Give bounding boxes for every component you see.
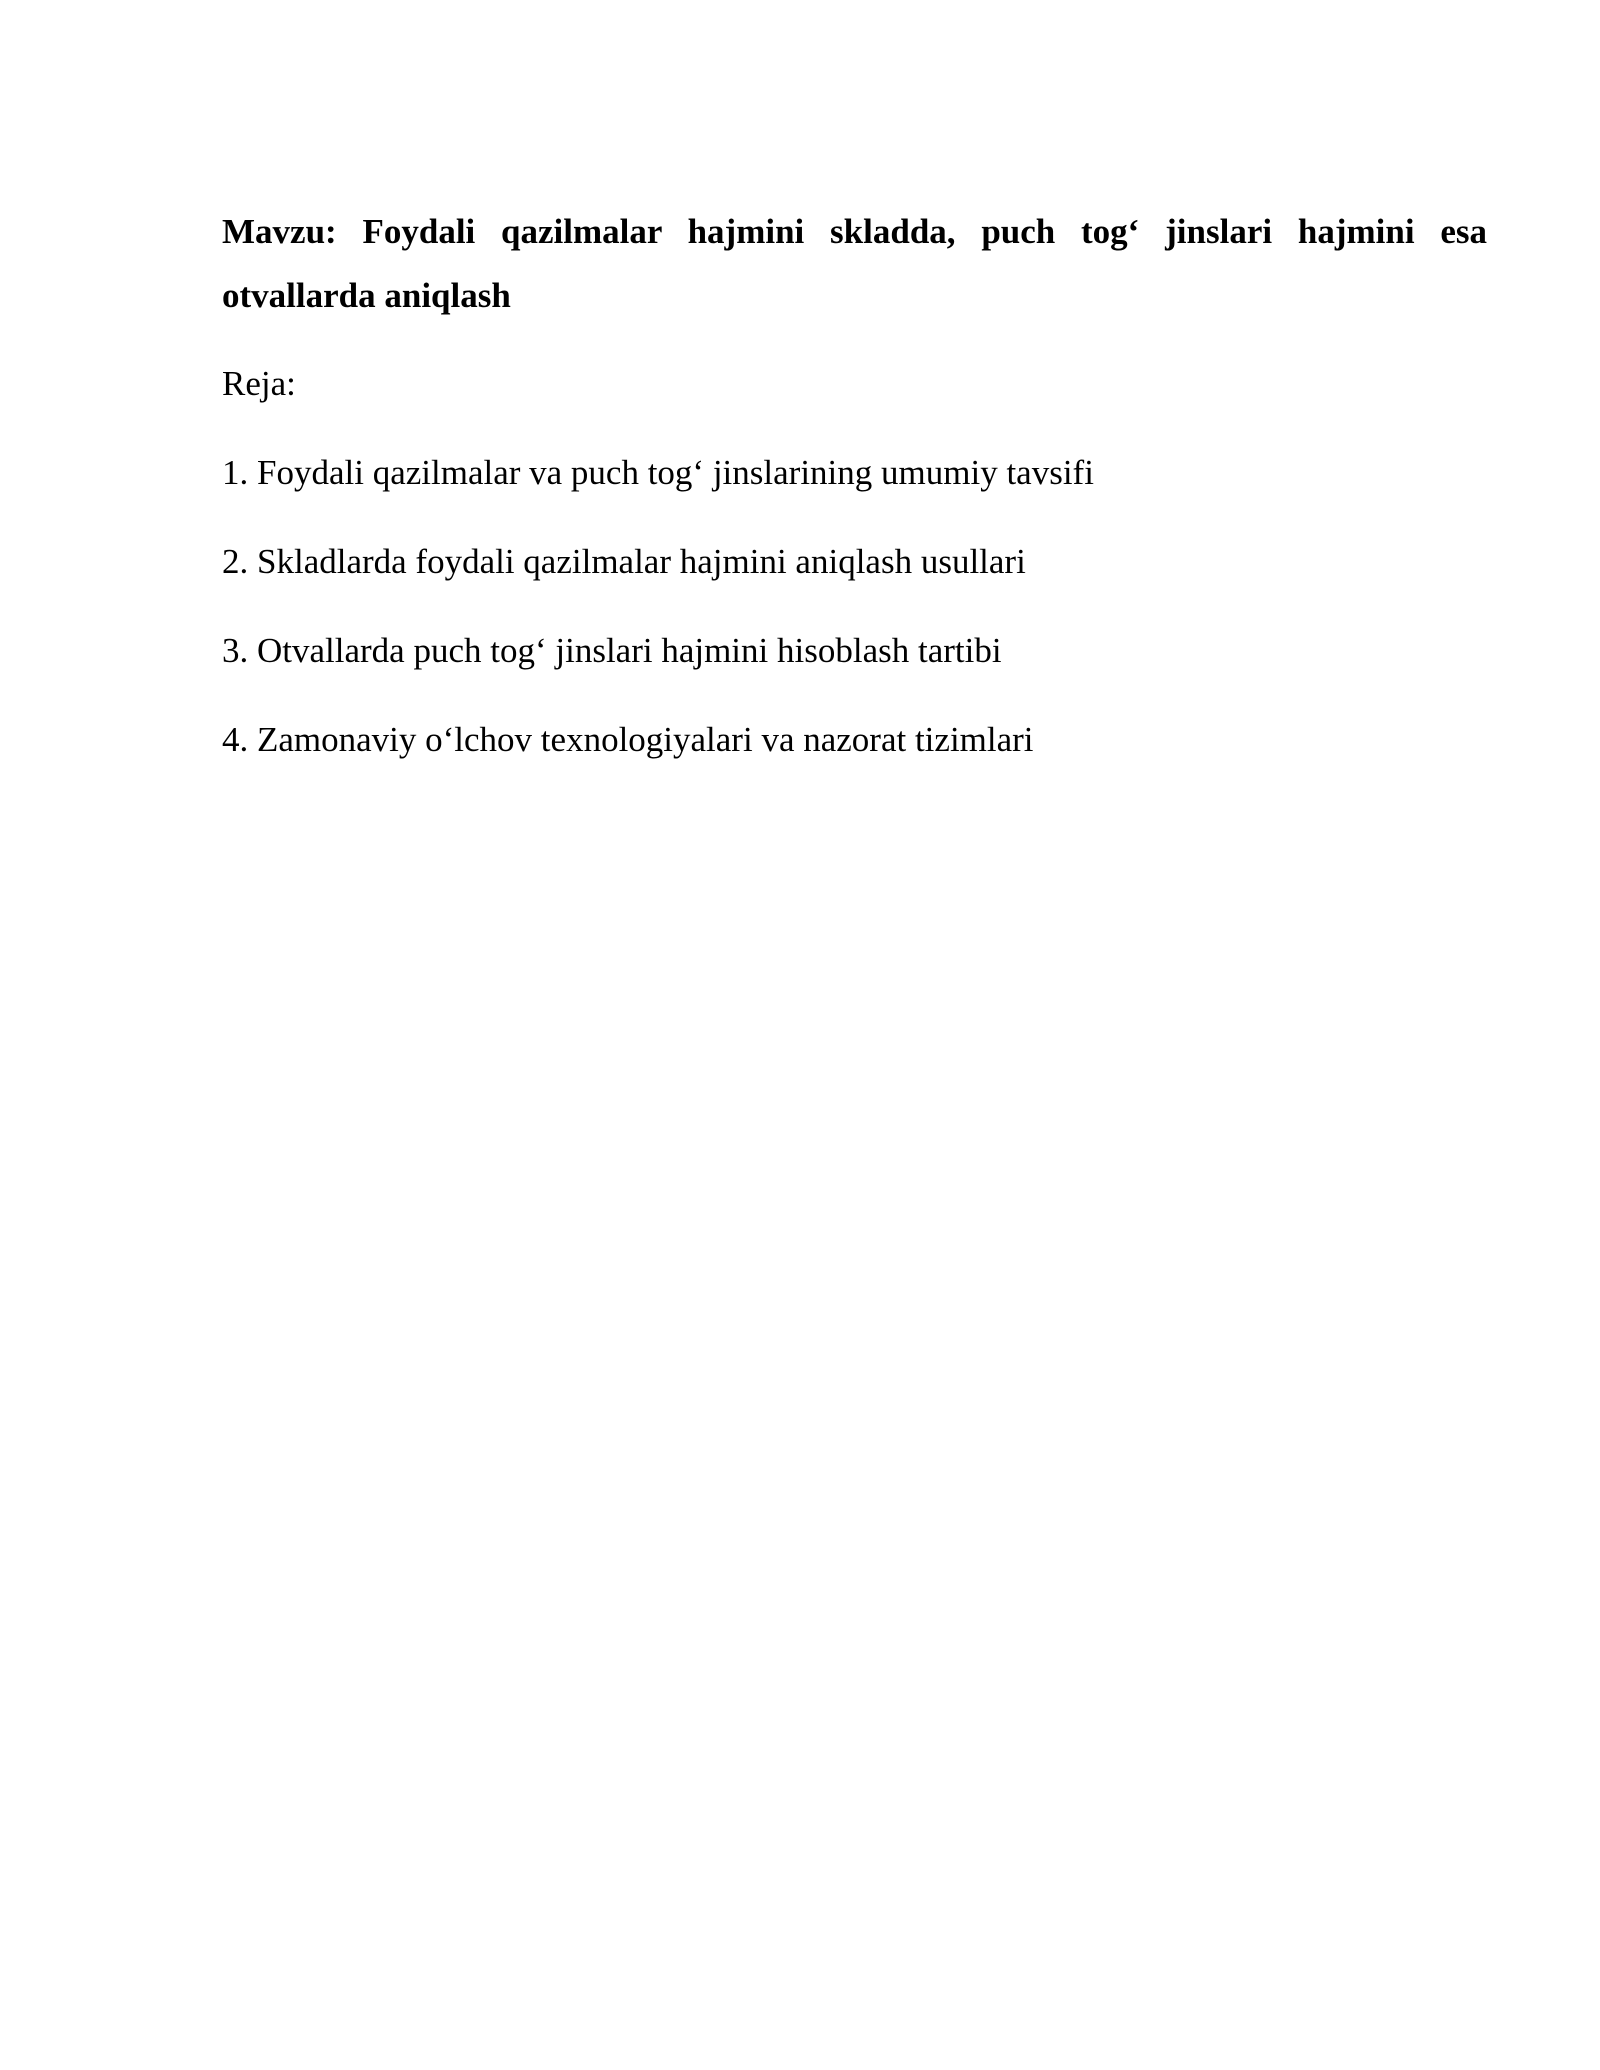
plan-list [222,441,1487,772]
plan-item-2: 2. Skladlarda foydali qazilmalar hajmini aniqlash usullari [222,542,1026,581]
document-title: Mavzu: Foydali qazilmalar hajmini skladda, puch tog‘ jinslari hajmini esa otvallarda aniqlash [222,212,1487,315]
document-body [222,200,1487,797]
plan-item-4: 4. Zamonaviy o‘lchov texnologiyalari va nazorat tizimlari [222,720,1034,759]
plan-item-1: 1. Foydali qazilmalar va puch tog‘ jinslarining umumiy tavsifi [222,453,1094,492]
plan-label: Reja: [222,364,296,403]
plan-item-3: 3. Otvallarda puch tog‘ jinslari hajmini hisoblash tartibi [222,631,1002,670]
